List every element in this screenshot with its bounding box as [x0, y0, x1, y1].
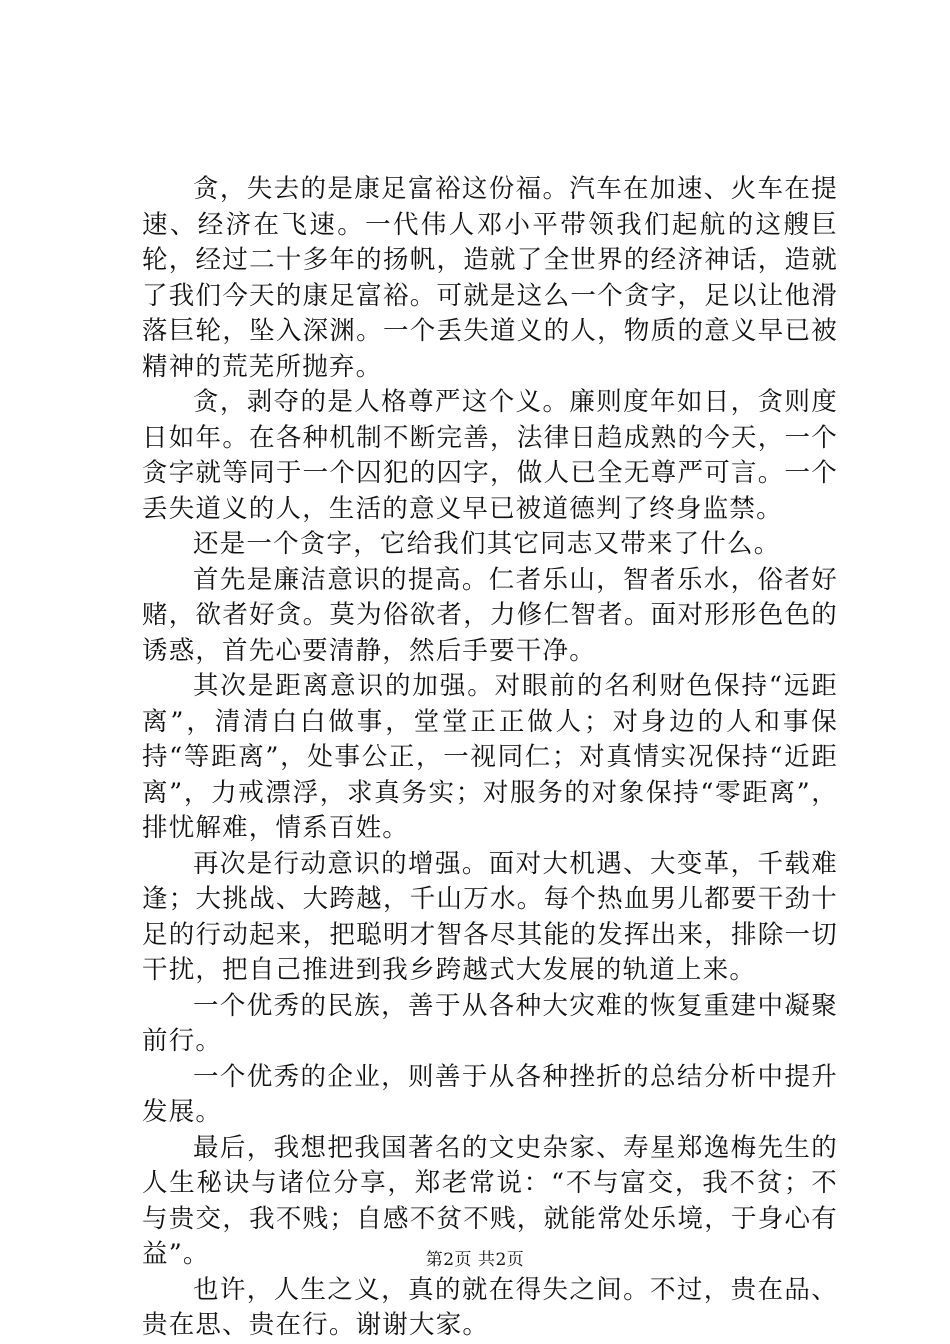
paragraph-5: 其次是距离意识的加强。对眼前的名利财色保持“远距离”，清清白白做事，堂堂正正做人；对身边的人和事保持“等距离”，处事公正，一视同仁；对真情实况保持“近距离”，力戒漂浮，求真务实；对服务的对象保持“零距离”，排忧解难，情系百姓。 — [142, 671, 838, 843]
paragraph-3: 还是一个贪字，它给我们其它同志又带来了什么。 — [193, 529, 781, 559]
paragraph-9: 最后，我想把我国著名的文史杂家、寿星郑逸梅先生的人生秘诀与诸位分享，郑老常说：“不与富交，我不贫；不与贵交，我不贱；自感不贫不贱，就能常处乐境，于身心有益”。 — [142, 1132, 838, 1269]
document-body — [142, 172, 838, 1344]
page-number-footer: 第2页 共2页 — [425, 1250, 525, 1270]
paragraph-10: 也许，人生之义，真的就在得失之间。不过，贵在品、贵在思、贵在行。谢谢大家。 — [142, 1274, 838, 1340]
paragraph-8: 一个优秀的企业，则善于从各种挫折的总结分析中提升发展。 — [142, 1061, 838, 1127]
paragraph-1: 贪，失去的是康足富裕这份福。汽车在加速、火车在提速、经济在飞速。一代伟人邓小平带领我们起航的这艘巨轮，经过二十多年的扬帆，造就了全世界的经济神话，造就了我们今天的康足富裕。可就是这么一个贪字，足以让他滑落巨轮，坠入深渊。一个丢失道义的人，物质的意义早已被精神的荒芜所抛弃。 — [142, 174, 838, 382]
paragraph-2: 贪，剥夺的是人格尊严这个义。廉则度年如日，贪则度日如年。在各种机制不断完善，法律日趋成熟的今天，一个贪字就等同于一个囚犯的囚字，做人已全无尊严可言。一个丢失道义的人，生活的意义早已被道德判了终身监禁。 — [142, 387, 838, 524]
paragraph-7: 一个优秀的民族，善于从各种大灾难的恢复重建中凝聚前行。 — [142, 990, 838, 1056]
paragraph-6: 再次是行动意识的增强。面对大机遇、大变革，千载难逢；大挑战、大跨越，千山万水。每个热血男儿都要干劲十足的行动起来，把聪明才智各尽其能的发挥出来，排除一切干扰，把自己推进到我乡跨越式大发展的轨道上来。 — [142, 848, 838, 985]
paragraph-4: 首先是廉洁意识的提高。仁者乐山，智者乐水，俗者好赌，欲者好贪。莫为俗欲者，力修仁智者。面对形形色色的诱惑，首先心要清静，然后手要干净。 — [142, 564, 838, 666]
